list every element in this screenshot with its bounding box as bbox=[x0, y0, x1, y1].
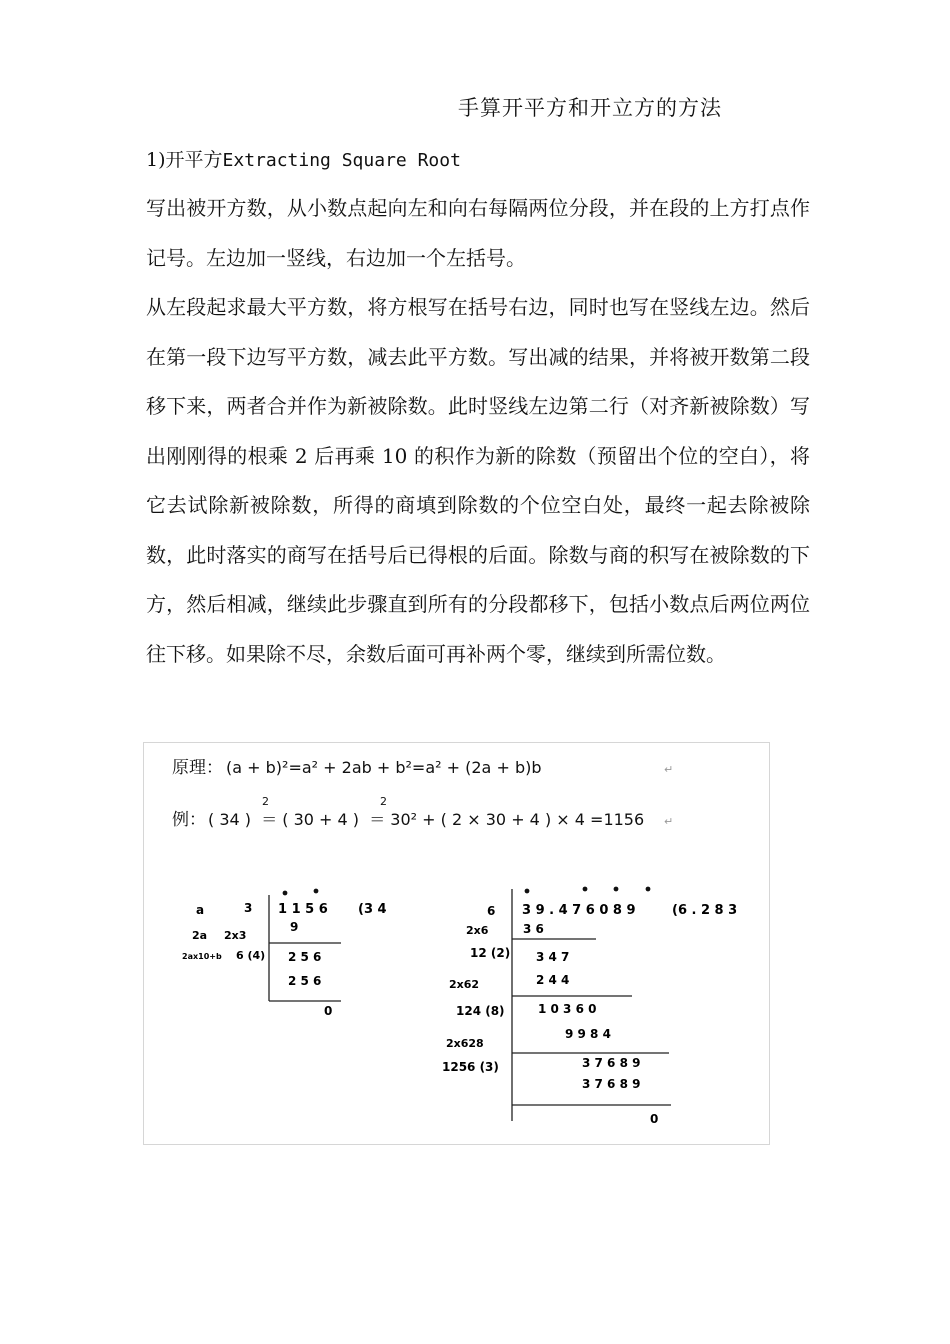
page-title: 手算开平方和开立方的方法 bbox=[458, 96, 722, 120]
step-9984: 9 9 8 4 bbox=[565, 1027, 611, 1041]
left-calculation bbox=[182, 889, 387, 1018]
principle-label: 原理： bbox=[172, 758, 223, 778]
return-mark-icon: ↵ bbox=[664, 815, 674, 828]
step-remainder: 0 bbox=[324, 1004, 333, 1018]
example-superscript-2: 2 bbox=[380, 795, 387, 808]
divisor-2: 2x3 bbox=[224, 929, 247, 942]
segment-dot bbox=[525, 889, 530, 894]
segment-dot bbox=[646, 887, 651, 892]
step-product: 2 5 6 bbox=[288, 974, 322, 988]
root-result: (3 4 bbox=[358, 902, 387, 917]
step-new-dividend: 2 5 6 bbox=[288, 950, 322, 964]
step-244: 2 4 4 bbox=[536, 973, 570, 987]
segment-dot bbox=[283, 891, 288, 896]
segment-dot bbox=[583, 887, 588, 892]
principle-formula: (a + b)²=a² + 2ab + b²=a² + (2a + b)b bbox=[226, 758, 542, 777]
step-remainder: 0 bbox=[650, 1112, 659, 1126]
radicand: 3 9 . 4 7 6 0 8 9 bbox=[522, 903, 636, 918]
divisor-1256: 1256 (3) bbox=[442, 1060, 499, 1074]
return-mark-icon: ↵ bbox=[664, 763, 674, 776]
right-calculation bbox=[442, 887, 737, 1126]
radicand: 1 1 5 6 bbox=[278, 902, 328, 917]
row-label-2ax10b: 2ax10+b bbox=[182, 952, 222, 961]
step-37689-product: 3 7 6 8 9 bbox=[582, 1077, 641, 1091]
step-10360: 1 0 3 6 0 bbox=[538, 1002, 597, 1016]
root-result: (6 . 2 8 3 bbox=[672, 903, 738, 918]
example-label: 例： bbox=[172, 810, 206, 830]
divisor-2x62: 2x62 bbox=[449, 978, 480, 991]
paragraph-1: 写出被开方数，从小数点起向左和向右每隔两位分段，并在段的上方打点作记号。左边加一竖线，右边加一个左括号。 bbox=[146, 196, 810, 270]
step-square: 9 bbox=[290, 920, 299, 934]
segment-dot bbox=[614, 887, 619, 892]
step-347: 3 4 7 bbox=[536, 950, 570, 964]
figure-svg bbox=[144, 743, 769, 1144]
row-label-2a: 2a bbox=[192, 929, 208, 942]
divisor-3: 6 (4) bbox=[236, 949, 266, 962]
divisor-124: 124 (8) bbox=[456, 1004, 505, 1018]
segment-dot bbox=[314, 889, 319, 894]
section-english-title: Extracting Square Root bbox=[222, 150, 461, 171]
example-formula: ( 34 ) ＝ ( 30 + 4 ) ＝ 30² + ( 2 × 30 + 4 ) × 4 =1156 bbox=[208, 810, 645, 829]
divisor-2x628: 2x628 bbox=[446, 1037, 484, 1050]
step-37689-dividend: 3 7 6 8 9 bbox=[582, 1056, 641, 1070]
example-superscript-1: 2 bbox=[262, 795, 269, 808]
divisor-2x6: 2x6 bbox=[466, 924, 489, 937]
section-number: 1)开平方 bbox=[146, 149, 223, 171]
divisor-12: 12 (2) bbox=[470, 946, 511, 960]
step-36: 3 6 bbox=[523, 922, 544, 936]
divisor-6: 6 bbox=[487, 904, 496, 918]
section-heading bbox=[146, 145, 461, 172]
paragraph-2: 从左段起求最大平方数，将方根写在括号右边，同时也写在竖线左边。然后在第一段下边写平方数，减去此平方数。写出减的结果，并将被开数第二段移下来，两者合并作为新被除数。此时竖线左边第二行（对齐新被除数）写出刚刚得的根乘 2 后再乘 10 的积作为新的除数（预留出个位的空白），将它去试除新被除数，所得的商填到除数的个位空白处，最终一起去除被除数，此时落实的商写在括号后已得根的后面。除数与商的积写在被除数的下方，然后相减，继续此步骤直到所有的分段都移下，包括小数点后两位两位往下移。如果除不尽，余数后面可再补两个零，继续到所需位数。 bbox=[146, 295, 810, 666]
square-root-figure bbox=[143, 742, 770, 1145]
row-label-a: a bbox=[196, 903, 205, 917]
divisor-1: 3 bbox=[244, 901, 253, 915]
